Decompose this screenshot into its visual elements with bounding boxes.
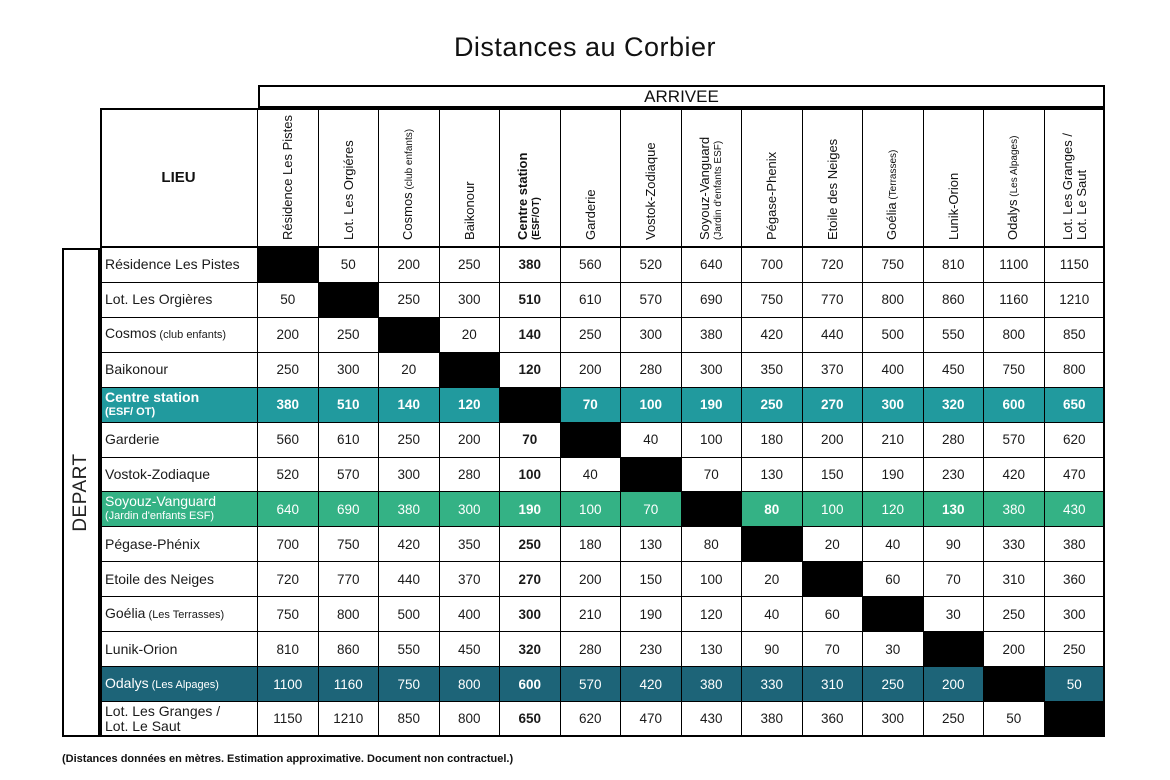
distance-cell: 300 bbox=[379, 458, 440, 493]
distance-cell: 20 bbox=[742, 562, 803, 597]
distance-cell: 1160 bbox=[984, 283, 1045, 318]
distance-cell: 320 bbox=[924, 388, 985, 423]
distance-cell: 230 bbox=[621, 632, 682, 667]
distance-cell: 200 bbox=[561, 353, 622, 388]
distance-cell: 250 bbox=[742, 388, 803, 423]
distance-cell: 30 bbox=[863, 632, 924, 667]
distance-cell: 200 bbox=[561, 562, 622, 597]
distance-cell: 310 bbox=[803, 667, 864, 702]
row-label: Soyouz-Vanguard (Jardin d'enfants ESF) bbox=[100, 492, 258, 527]
row-label: Cosmos (club enfants) bbox=[100, 318, 258, 353]
distance-cell: 20 bbox=[803, 527, 864, 562]
distance-cell: 350 bbox=[742, 353, 803, 388]
col-header: Vostok-Zodiaque bbox=[621, 108, 682, 248]
depart-header-label: DEPART bbox=[70, 453, 91, 532]
distance-cell: 200 bbox=[379, 248, 440, 283]
row-label: Garderie bbox=[100, 423, 258, 458]
distance-cell: 100 bbox=[803, 492, 864, 527]
distance-cell: 100 bbox=[500, 458, 561, 493]
distance-cell: 800 bbox=[863, 283, 924, 318]
distance-cell: 180 bbox=[561, 527, 622, 562]
distance-cell: 800 bbox=[440, 702, 501, 737]
distance-cell: 500 bbox=[379, 597, 440, 632]
distance-cell: 300 bbox=[500, 597, 561, 632]
distance-cell: 1100 bbox=[984, 248, 1045, 283]
distance-cell: 450 bbox=[924, 353, 985, 388]
distance-cell: 400 bbox=[863, 353, 924, 388]
distance-cell: 370 bbox=[803, 353, 864, 388]
distance-cell: 570 bbox=[319, 458, 380, 493]
distance-cell: 80 bbox=[682, 527, 743, 562]
distance-cell: 250 bbox=[863, 667, 924, 702]
distance-cell: 750 bbox=[319, 527, 380, 562]
distance-cell: 200 bbox=[258, 318, 319, 353]
distance-cell: 860 bbox=[924, 283, 985, 318]
distance-cell: 250 bbox=[258, 353, 319, 388]
distance-cell: 700 bbox=[258, 527, 319, 562]
distance-cell: 690 bbox=[319, 492, 380, 527]
distance-cell: 610 bbox=[561, 283, 622, 318]
distance-cell: 720 bbox=[258, 562, 319, 597]
row-label: Vostok-Zodiaque bbox=[100, 458, 258, 493]
distance-cell: 380 bbox=[500, 248, 561, 283]
distance-cell: 190 bbox=[682, 388, 743, 423]
col-header: Baikonour bbox=[440, 108, 501, 248]
distance-cell: 280 bbox=[621, 353, 682, 388]
distance-cell: 620 bbox=[561, 702, 622, 737]
distance-cell: 650 bbox=[500, 702, 561, 737]
distance-cell: 380 bbox=[682, 667, 743, 702]
distance-cell: 60 bbox=[803, 597, 864, 632]
diagonal-cell bbox=[258, 248, 319, 283]
diagonal-cell bbox=[1045, 702, 1106, 737]
distance-cell: 40 bbox=[863, 527, 924, 562]
col-header: Odalys (Les Alpages) bbox=[984, 108, 1045, 248]
distance-cell: 300 bbox=[1045, 597, 1106, 632]
distance-cell: 1100 bbox=[258, 667, 319, 702]
row-label: Etoile des Neiges bbox=[100, 562, 258, 597]
diagonal-cell bbox=[863, 597, 924, 632]
distance-cell: 300 bbox=[863, 702, 924, 737]
col-header: Goélia (Terrasses) bbox=[863, 108, 924, 248]
distance-cell: 100 bbox=[621, 388, 682, 423]
distance-cell: 40 bbox=[742, 597, 803, 632]
distance-cell: 470 bbox=[621, 702, 682, 737]
distance-cell: 90 bbox=[924, 527, 985, 562]
distance-cell: 570 bbox=[561, 667, 622, 702]
distance-cell: 430 bbox=[1045, 492, 1106, 527]
page-title: Distances au Corbier bbox=[453, 32, 717, 62]
diagonal-cell bbox=[984, 667, 1045, 702]
diagonal-cell bbox=[682, 492, 743, 527]
distance-cell: 810 bbox=[258, 632, 319, 667]
col-header: Lunik-Orion bbox=[924, 108, 985, 248]
distance-cell: 770 bbox=[803, 283, 864, 318]
col-header: Lot. Les Granges / Lot. Le Saut bbox=[1045, 108, 1106, 248]
distance-cell: 270 bbox=[500, 562, 561, 597]
distance-cell: 40 bbox=[621, 423, 682, 458]
distance-cell: 810 bbox=[924, 248, 985, 283]
distance-cell: 300 bbox=[682, 353, 743, 388]
distance-matrix bbox=[62, 85, 1105, 737]
distance-cell: 350 bbox=[440, 527, 501, 562]
distance-cell: 250 bbox=[561, 318, 622, 353]
distance-cell: 420 bbox=[379, 527, 440, 562]
distance-cell: 800 bbox=[984, 318, 1045, 353]
distance-cell: 300 bbox=[440, 492, 501, 527]
distance-cell: 180 bbox=[742, 423, 803, 458]
distance-cell: 420 bbox=[742, 318, 803, 353]
distance-cell: 250 bbox=[924, 702, 985, 737]
diagonal-cell bbox=[379, 318, 440, 353]
row-label: Lot. Les Granges / Lot. Le Saut bbox=[100, 702, 258, 737]
distance-cell: 40 bbox=[561, 458, 622, 493]
distance-cell: 620 bbox=[1045, 423, 1106, 458]
col-header: Centre station (ESF/OT) bbox=[500, 108, 561, 248]
distance-cell: 370 bbox=[440, 562, 501, 597]
distance-cell: 130 bbox=[621, 527, 682, 562]
distance-cell: 280 bbox=[440, 458, 501, 493]
footnote: (Distances données en mètres. Estimation approximative. Document non contractuel.) bbox=[62, 753, 514, 765]
distance-cell: 100 bbox=[561, 492, 622, 527]
distance-cell: 570 bbox=[984, 423, 1045, 458]
distance-cell: 860 bbox=[319, 632, 380, 667]
distance-cell: 420 bbox=[621, 667, 682, 702]
distance-cell: 650 bbox=[1045, 388, 1106, 423]
col-header: Garderie bbox=[561, 108, 622, 248]
distance-cell: 510 bbox=[319, 388, 380, 423]
distance-cell: 600 bbox=[500, 667, 561, 702]
distance-cell: 70 bbox=[924, 562, 985, 597]
col-header: Cosmos (club enfants) bbox=[379, 108, 440, 248]
col-header: Soyouz-Vanguard (Jardin d'enfants ESF) bbox=[682, 108, 743, 248]
distance-cell: 130 bbox=[742, 458, 803, 493]
distance-cell: 560 bbox=[258, 423, 319, 458]
distance-cell: 800 bbox=[319, 597, 380, 632]
diagonal-cell bbox=[500, 388, 561, 423]
row-label: Goélia (Les Terrasses) bbox=[100, 597, 258, 632]
distance-cell: 1210 bbox=[1045, 283, 1106, 318]
distance-cell: 750 bbox=[863, 248, 924, 283]
distance-cell: 360 bbox=[803, 702, 864, 737]
distance-cell: 50 bbox=[984, 702, 1045, 737]
distance-cell: 50 bbox=[258, 283, 319, 318]
distance-cell: 330 bbox=[984, 527, 1045, 562]
distance-cell: 200 bbox=[924, 667, 985, 702]
distance-cell: 690 bbox=[682, 283, 743, 318]
depart-header bbox=[62, 248, 100, 737]
distance-cell: 250 bbox=[379, 283, 440, 318]
distance-cell: 280 bbox=[924, 423, 985, 458]
distance-cell: 570 bbox=[621, 283, 682, 318]
distance-cell: 90 bbox=[742, 632, 803, 667]
row-label: Odalys (Les Alpages) bbox=[100, 667, 258, 702]
distance-cell: 380 bbox=[742, 702, 803, 737]
distance-cell: 800 bbox=[1045, 353, 1106, 388]
distance-cell: 250 bbox=[379, 423, 440, 458]
distance-cell: 470 bbox=[1045, 458, 1106, 493]
distance-cell: 720 bbox=[803, 248, 864, 283]
distance-cell: 770 bbox=[319, 562, 380, 597]
distance-cell: 210 bbox=[863, 423, 924, 458]
distance-cell: 300 bbox=[621, 318, 682, 353]
distance-cell: 640 bbox=[682, 248, 743, 283]
distance-cell: 130 bbox=[924, 492, 985, 527]
distance-cell: 210 bbox=[561, 597, 622, 632]
diagonal-cell bbox=[924, 632, 985, 667]
distance-cell: 420 bbox=[984, 458, 1045, 493]
distance-cell: 140 bbox=[379, 388, 440, 423]
distance-cell: 120 bbox=[440, 388, 501, 423]
row-label: Lunik-Orion bbox=[100, 632, 258, 667]
col-header: Etoile des Neiges bbox=[803, 108, 864, 248]
distance-cell: 270 bbox=[803, 388, 864, 423]
distance-cell: 1150 bbox=[258, 702, 319, 737]
distance-cell: 610 bbox=[319, 423, 380, 458]
distance-cell: 550 bbox=[379, 632, 440, 667]
distance-cell: 440 bbox=[803, 318, 864, 353]
distance-cell: 140 bbox=[500, 318, 561, 353]
distance-cell: 190 bbox=[863, 458, 924, 493]
distance-cell: 520 bbox=[258, 458, 319, 493]
distance-cell: 100 bbox=[682, 423, 743, 458]
distance-cell: 20 bbox=[440, 318, 501, 353]
distance-cell: 1210 bbox=[319, 702, 380, 737]
distance-cell: 190 bbox=[621, 597, 682, 632]
distance-cell: 50 bbox=[1045, 667, 1106, 702]
distance-cell: 70 bbox=[803, 632, 864, 667]
distance-cell: 380 bbox=[682, 318, 743, 353]
distance-cell: 320 bbox=[500, 632, 561, 667]
distance-cell: 70 bbox=[561, 388, 622, 423]
distance-cell: 60 bbox=[863, 562, 924, 597]
distance-cell: 250 bbox=[500, 527, 561, 562]
distance-cell: 130 bbox=[682, 632, 743, 667]
distance-cell: 30 bbox=[924, 597, 985, 632]
distance-cell: 250 bbox=[1045, 632, 1106, 667]
distance-cell: 750 bbox=[742, 283, 803, 318]
diagonal-cell bbox=[742, 527, 803, 562]
distance-cell: 120 bbox=[863, 492, 924, 527]
col-header: Pégase-Phenix bbox=[742, 108, 803, 248]
distance-cell: 300 bbox=[319, 353, 380, 388]
distance-cell: 360 bbox=[1045, 562, 1106, 597]
distance-cell: 500 bbox=[863, 318, 924, 353]
distance-cell: 200 bbox=[803, 423, 864, 458]
distance-cell: 750 bbox=[379, 667, 440, 702]
distance-cell: 640 bbox=[258, 492, 319, 527]
lieu-header: LIEU bbox=[100, 108, 258, 248]
distance-cell: 300 bbox=[863, 388, 924, 423]
diagonal-cell bbox=[440, 353, 501, 388]
distance-cell: 250 bbox=[440, 248, 501, 283]
col-header: Résidence Les Pistes bbox=[258, 108, 319, 248]
distance-cell: 440 bbox=[379, 562, 440, 597]
distance-cell: 100 bbox=[682, 562, 743, 597]
diagonal-cell bbox=[803, 562, 864, 597]
distance-cell: 120 bbox=[500, 353, 561, 388]
distance-cell: 250 bbox=[984, 597, 1045, 632]
distance-cell: 560 bbox=[561, 248, 622, 283]
distance-cell: 80 bbox=[742, 492, 803, 527]
distance-cell: 120 bbox=[682, 597, 743, 632]
distance-cell: 50 bbox=[319, 248, 380, 283]
distance-cell: 600 bbox=[984, 388, 1045, 423]
distance-cell: 20 bbox=[379, 353, 440, 388]
col-header: Lot. Les Orgiéres bbox=[319, 108, 380, 248]
distance-cell: 200 bbox=[440, 423, 501, 458]
distance-cell: 150 bbox=[803, 458, 864, 493]
distance-cell: 70 bbox=[682, 458, 743, 493]
distance-cell: 520 bbox=[621, 248, 682, 283]
diagonal-cell bbox=[319, 283, 380, 318]
distance-cell: 510 bbox=[500, 283, 561, 318]
row-label: Baikonour bbox=[100, 353, 258, 388]
distance-cell: 430 bbox=[682, 702, 743, 737]
distance-cell: 850 bbox=[379, 702, 440, 737]
distance-cell: 230 bbox=[924, 458, 985, 493]
arrivee-header: ARRIVEE bbox=[258, 85, 1105, 108]
distance-cell: 330 bbox=[742, 667, 803, 702]
row-label: Lot. Les Orgières bbox=[100, 283, 258, 318]
distance-cell: 550 bbox=[924, 318, 985, 353]
distance-cell: 200 bbox=[984, 632, 1045, 667]
distance-cell: 250 bbox=[319, 318, 380, 353]
diagonal-cell bbox=[621, 458, 682, 493]
distance-cell: 450 bbox=[440, 632, 501, 667]
distance-cell: 1150 bbox=[1045, 248, 1106, 283]
distance-cell: 750 bbox=[984, 353, 1045, 388]
distance-cell: 380 bbox=[379, 492, 440, 527]
distance-cell: 70 bbox=[621, 492, 682, 527]
distance-cell: 150 bbox=[621, 562, 682, 597]
distance-cell: 400 bbox=[440, 597, 501, 632]
distance-cell: 1160 bbox=[319, 667, 380, 702]
distance-cell: 280 bbox=[561, 632, 622, 667]
distance-cell: 310 bbox=[984, 562, 1045, 597]
distance-cell: 380 bbox=[984, 492, 1045, 527]
diagonal-cell bbox=[561, 423, 622, 458]
row-label: Pégase-Phénix bbox=[100, 527, 258, 562]
row-label: Résidence Les Pistes bbox=[100, 248, 258, 283]
distance-cell: 700 bbox=[742, 248, 803, 283]
distance-cell: 380 bbox=[1045, 527, 1106, 562]
row-label: Centre station (ESF/ OT) bbox=[100, 388, 258, 423]
distance-cell: 800 bbox=[440, 667, 501, 702]
distance-cell: 70 bbox=[500, 423, 561, 458]
distance-cell: 850 bbox=[1045, 318, 1106, 353]
distance-cell: 300 bbox=[440, 283, 501, 318]
distance-cell: 750 bbox=[258, 597, 319, 632]
distance-cell: 380 bbox=[258, 388, 319, 423]
distance-cell: 190 bbox=[500, 492, 561, 527]
